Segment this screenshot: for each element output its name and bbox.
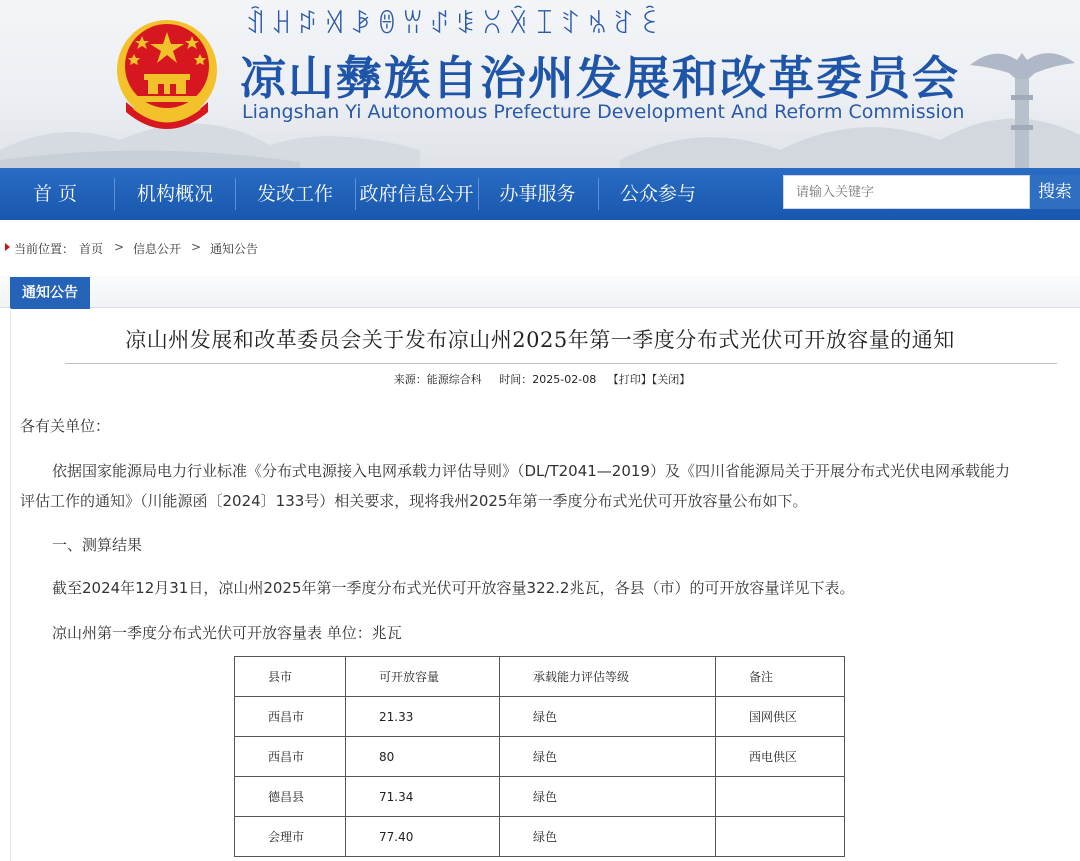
table-row <box>235 777 845 817</box>
header-banner <box>0 0 1080 168</box>
site-subtitle: Liangshan Yi Autonomous Prefecture Development And Reform Commission <box>242 101 965 123</box>
article-meta <box>0 371 1080 387</box>
breadcrumb-notice[interactable]: 通知公告 <box>210 242 259 256</box>
red-triangle-icon <box>5 243 10 251</box>
table-cell: 西昌市 <box>235 737 346 777</box>
time-label: 时间：2025-02-08 <box>499 373 597 386</box>
source-label: 来源：能源综合科 <box>393 373 482 386</box>
table-cell <box>716 777 845 817</box>
table-header-cell: 可开放容量 <box>346 657 500 697</box>
table-header-row <box>235 657 845 697</box>
title-divider <box>65 363 1057 364</box>
table-cell: 德昌县 <box>235 777 346 817</box>
table-cell: 绿色 <box>500 737 716 777</box>
body-paragraph: 截至2024年12月31日，凉山州2025年第一季度分布式光伏可开放容量322.2兆瓦，各县（市）的可开放容量详见下表。 <box>52 579 855 597</box>
search-input[interactable] <box>784 176 1029 208</box>
breadcrumb-info[interactable]: 信息公开 <box>133 242 182 256</box>
table-row <box>235 697 845 737</box>
search-button[interactable]: 搜索 <box>1030 175 1080 209</box>
time-value: 2025-02-08 <box>532 373 597 386</box>
nav-divider <box>114 178 115 210</box>
print-link[interactable]: 【打印】 <box>607 373 652 386</box>
table-header-cell: 备注 <box>716 657 845 697</box>
eagle-monument-icon <box>965 35 1080 168</box>
article-title: 凉山州发展和改革委员会关于发布凉山州2025年第一季度分布式光伏可开放容量的通知 <box>125 328 955 352</box>
column-tab-bar <box>0 276 1080 308</box>
table-cell: 绿色 <box>500 697 716 737</box>
chevron-right-icon: > <box>114 240 125 254</box>
nav-work[interactable]: 发改工作 <box>256 183 333 205</box>
table-header-cell: 承载能力评估等级 <box>500 657 716 697</box>
nav-services[interactable]: 办事服务 <box>499 183 576 205</box>
table-caption: 凉山州第一季度分布式光伏可开放容量表 单位：兆瓦 <box>52 624 402 642</box>
nav-gov-info[interactable]: 政府信息公开 <box>359 183 474 205</box>
table-cell: 71.34 <box>346 777 500 817</box>
table-cell: 会理市 <box>235 817 346 857</box>
national-emblem-icon <box>114 12 220 136</box>
table-cell: 80 <box>346 737 500 777</box>
section-heading: 一、测算结果 <box>52 536 143 554</box>
yi-script-title: ꀉꃅꁯꄉꆃꇩꀕꂴꌐꇤꋋꀤꄸꁱꋒꏁ <box>245 10 666 40</box>
nav-about[interactable]: 机构概况 <box>136 183 213 205</box>
table-row <box>235 817 845 857</box>
table-cell: 绿色 <box>500 817 716 857</box>
tab-notices[interactable]: 通知公告 <box>10 277 90 309</box>
table-cell <box>716 817 845 857</box>
table-row <box>235 737 845 777</box>
table-cell: 国网供区 <box>716 697 845 737</box>
table-cell: 21.33 <box>346 697 500 737</box>
capacity-table <box>234 656 845 857</box>
close-link[interactable]: 【关闭】 <box>651 373 691 386</box>
body-paragraph-line: 依据国家能源局电力行业标准《分布式电源接入电网承载力评估导则》（DL/T2041—2019）及《四川省能源局关于开展分布式光伏电网承载能力 <box>52 462 1010 480</box>
table-header-cell: 县市 <box>235 657 346 697</box>
table-cell: 西昌市 <box>235 697 346 737</box>
salutation: 各有关单位： <box>20 417 111 435</box>
nav-public[interactable]: 公众参与 <box>619 183 696 205</box>
table-cell: 绿色 <box>500 777 716 817</box>
body-paragraph-line: 评估工作的通知》（川能源函〔2024〕133号）相关要求，现将我州2025年第一季度分布式光伏可开放容量公布如下。 <box>20 492 808 510</box>
site-title: 凉山彝族自治州发展和改革委员会 <box>240 51 960 105</box>
search-box <box>783 175 1030 209</box>
table-cell: 西电供区 <box>716 737 845 777</box>
breadcrumb-label: 当前位置： <box>14 242 75 256</box>
source-value: 能源综合科 <box>426 373 482 386</box>
nav-home[interactable]: 首 页 <box>32 183 78 205</box>
breadcrumb-home[interactable]: 首页 <box>79 242 104 256</box>
table-cell: 77.40 <box>346 817 500 857</box>
chevron-right-icon: > <box>191 240 202 254</box>
